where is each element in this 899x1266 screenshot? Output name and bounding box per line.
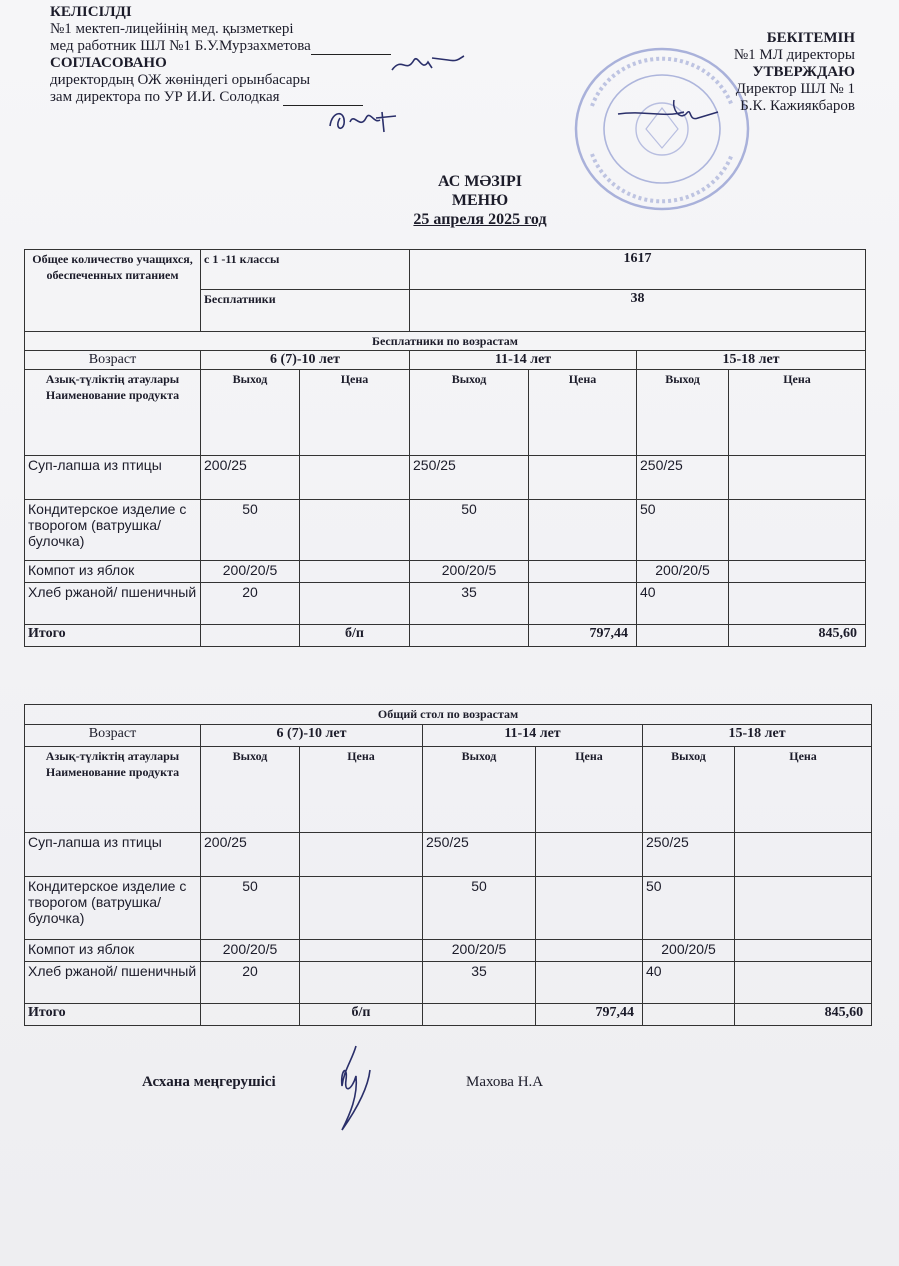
output-value: 200/20/5 bbox=[201, 940, 300, 962]
col-output: Выход bbox=[410, 370, 529, 456]
col-price: Цена bbox=[729, 370, 866, 456]
section-title: Бесплатники по возрастам bbox=[25, 332, 866, 351]
deputy-ru: зам директора по УР И.И. Солодкая bbox=[50, 89, 391, 106]
deputy-kk: директордың ОЖ жөніндегі орынбасары bbox=[50, 72, 311, 88]
table-row bbox=[25, 561, 866, 583]
director-name: Б.К. Кажиякбаров bbox=[740, 98, 855, 114]
approve-ru: УТВЕРЖДАЮ bbox=[752, 64, 855, 80]
director-signature bbox=[614, 92, 724, 126]
official-stamp bbox=[572, 44, 752, 214]
output-value: 20 bbox=[201, 583, 300, 625]
output-value: 250/25 bbox=[410, 456, 529, 500]
canteen-head-signature bbox=[326, 1040, 382, 1136]
classes-label: с 1 -11 классы bbox=[201, 250, 410, 290]
free-label: Бесплатники bbox=[201, 290, 410, 332]
output-value: 50 bbox=[423, 877, 536, 940]
total-label: Итого bbox=[25, 625, 201, 647]
output-value: 35 bbox=[410, 583, 529, 625]
med-worker-ru: мед работник ШЛ №1 Б.У.Мурзахметова bbox=[50, 38, 391, 55]
product-header: Азық-түліктің атаулары Наименование продукта bbox=[25, 370, 201, 456]
general-table bbox=[24, 704, 872, 1026]
total-row bbox=[25, 625, 866, 647]
agreed-kk: КЕЛІСІЛДІ bbox=[50, 4, 132, 20]
deputy-signature bbox=[320, 104, 410, 136]
table-row bbox=[25, 962, 872, 1004]
col-price: Цена bbox=[536, 747, 643, 833]
product-name: Суп-лапша из птицы bbox=[25, 456, 201, 500]
students-label: Общее количество учащихся, обеспеченных питанием bbox=[25, 250, 201, 332]
output-value: 200/20/5 bbox=[201, 561, 300, 583]
age-group: 6 (7)-10 лет bbox=[201, 351, 410, 370]
product-name: Компот из яблок bbox=[25, 561, 201, 583]
output-value: 20 bbox=[201, 962, 300, 1004]
output-value: 50 bbox=[410, 500, 529, 561]
section-title: Общий стол по возрастам bbox=[25, 705, 872, 725]
table-row bbox=[25, 500, 866, 561]
age-group: 15-18 лет bbox=[637, 351, 866, 370]
col-output: Выход bbox=[201, 370, 300, 456]
total-row bbox=[25, 1004, 872, 1026]
age-group: 15-18 лет bbox=[643, 725, 872, 747]
output-value: 50 bbox=[201, 500, 300, 561]
total-value: 797,44 bbox=[536, 1004, 643, 1026]
age-group: 11-14 лет bbox=[423, 725, 643, 747]
output-value: 40 bbox=[637, 583, 729, 625]
output-value: 35 bbox=[423, 962, 536, 1004]
output-value: 250/25 bbox=[637, 456, 729, 500]
total-value: 845,60 bbox=[735, 1004, 872, 1026]
total-value: б/п bbox=[300, 1004, 423, 1026]
table-row bbox=[25, 877, 872, 940]
approval-block-right bbox=[734, 30, 855, 115]
free-value: 38 bbox=[410, 290, 866, 332]
output-value: 250/25 bbox=[423, 833, 536, 877]
table-row bbox=[25, 583, 866, 625]
approve-kk: БЕКІТЕМІН bbox=[766, 30, 855, 46]
col-price: Цена bbox=[735, 747, 872, 833]
col-output: Выход bbox=[637, 370, 729, 456]
approval-block-left bbox=[50, 4, 391, 106]
output-value: 200/20/5 bbox=[423, 940, 536, 962]
output-value: 50 bbox=[201, 877, 300, 940]
output-value: 200/20/5 bbox=[637, 561, 729, 583]
output-value: 200/25 bbox=[201, 456, 300, 500]
director-ru: Директор ШЛ № 1 bbox=[735, 81, 855, 97]
col-price: Цена bbox=[300, 747, 423, 833]
age-label: Возраст bbox=[25, 351, 201, 370]
output-value: 50 bbox=[637, 500, 729, 561]
age-group: 11-14 лет bbox=[410, 351, 637, 370]
output-value: 200/20/5 bbox=[643, 940, 735, 962]
product-name: Кондитерское изделие с творогом (ватрушка/булочка) bbox=[25, 877, 201, 940]
menu-title bbox=[370, 172, 590, 229]
title-ru: МЕНЮ bbox=[451, 192, 509, 209]
total-label: Итого bbox=[25, 1004, 201, 1026]
agreed-ru: СОГЛАСОВАНО bbox=[50, 55, 167, 71]
col-price: Цена bbox=[300, 370, 410, 456]
title-kk: АС МӘЗІРІ bbox=[438, 173, 522, 190]
menu-date: 25 апреля 2025 год bbox=[413, 211, 547, 228]
classes-value: 1617 bbox=[410, 250, 866, 290]
canteen-head-role: Асхана меңгерушісі bbox=[142, 1074, 276, 1090]
output-value: 200/20/5 bbox=[410, 561, 529, 583]
table-row bbox=[25, 940, 872, 962]
col-output: Выход bbox=[201, 747, 300, 833]
med-worker-kk: №1 мектеп-лицейінің мед. қызметкері bbox=[50, 21, 294, 37]
free-meals-table bbox=[24, 249, 866, 647]
age-label: Возраст bbox=[25, 725, 201, 747]
product-name: Суп-лапша из птицы bbox=[25, 833, 201, 877]
director-kk: №1 МЛ директоры bbox=[733, 47, 855, 63]
output-value: 40 bbox=[643, 962, 735, 1004]
product-name: Кондитерское изделие с творогом (ватрушка/булочка) bbox=[25, 500, 201, 561]
product-name: Хлеб ржаной/ пшеничный bbox=[25, 583, 201, 625]
product-name: Хлеб ржаной/ пшеничный bbox=[25, 962, 201, 1004]
col-output: Выход bbox=[643, 747, 735, 833]
total-value: 797,44 bbox=[529, 625, 637, 647]
output-value: 50 bbox=[643, 877, 735, 940]
col-price: Цена bbox=[529, 370, 637, 456]
table-row bbox=[25, 456, 866, 500]
col-output: Выход bbox=[423, 747, 536, 833]
product-header: Азық-түліктің атаулары Наименование продукта bbox=[25, 747, 201, 833]
output-value: 250/25 bbox=[643, 833, 735, 877]
product-name: Компот из яблок bbox=[25, 940, 201, 962]
output-value: 200/25 bbox=[201, 833, 300, 877]
med-worker-signature bbox=[388, 50, 468, 80]
total-value: 845,60 bbox=[729, 625, 866, 647]
table-row bbox=[25, 833, 872, 877]
age-group: 6 (7)-10 лет bbox=[201, 725, 423, 747]
total-value: б/п bbox=[300, 625, 410, 647]
canteen-head-name: Махова Н.А bbox=[466, 1074, 544, 1090]
